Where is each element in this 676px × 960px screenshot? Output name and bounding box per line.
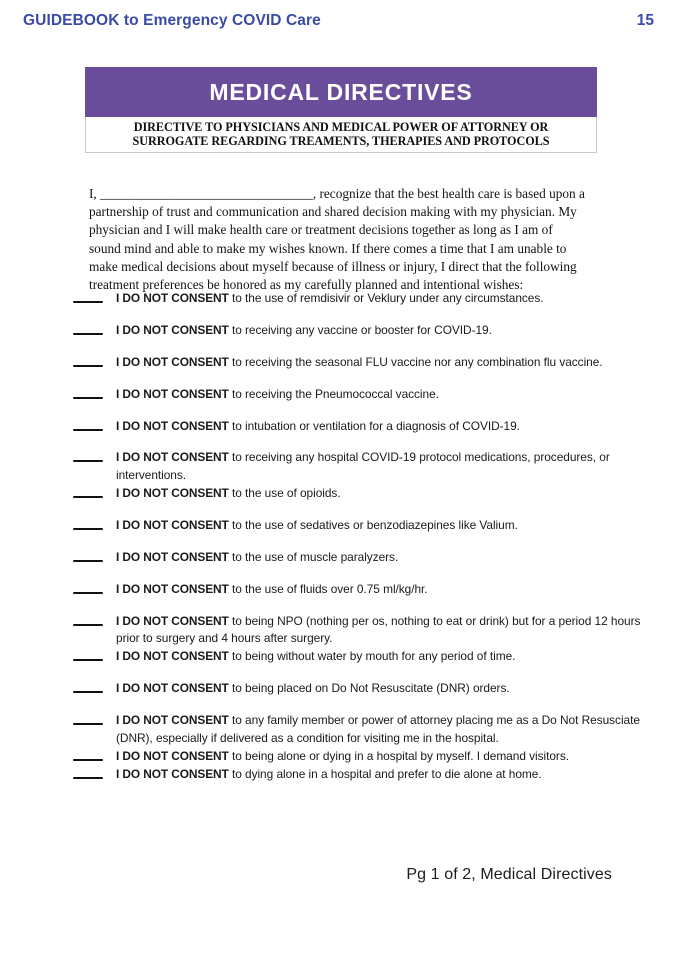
consent-body: to receiving the seasonal FLU vaccine nor any combination flu vaccine. [228,354,603,369]
signature-line-icon[interactable] [73,659,103,661]
consent-item[interactable] [0,581,676,598]
form-subtitle: DIRECTIVE TO PHYSICIANS AND MEDICAL POWER OF ATTORNEY OR SURROGATE REGARDING TREAMENTS, THERAPIES AND PROTOCOLS [132,120,550,149]
consent-item[interactable] [0,712,676,747]
consent-body: to the use of opioids. [228,486,341,501]
consent-item-text [116,748,656,765]
signature-line-icon[interactable] [73,301,103,303]
signature-line-icon[interactable] [73,365,103,367]
consent-lead: I DO NOT CONSENT [116,681,229,696]
signature-line-icon[interactable] [73,777,103,779]
consent-item[interactable] [0,354,676,371]
form-title: MEDICAL DIRECTIVES [209,78,473,105]
consent-item-text [116,517,656,534]
consent-item[interactable] [0,549,676,566]
consent-item[interactable] [0,485,676,502]
consent-lead: I DO NOT CONSENT [116,486,229,501]
consent-item-list [0,290,676,795]
consent-body: to the use of sedatives or benzodiazepines like Valium. [228,518,518,532]
consent-item[interactable] [0,517,676,534]
signature-line-icon[interactable] [73,560,103,562]
page-number: 15 [636,12,654,29]
consent-body: to any family member or power of attorney placing me as a Do Not Resusciate (DNR), especially if delivered as a condition for visiting me in the hospital. [116,713,640,745]
consent-item-text [116,648,656,665]
consent-item[interactable] [0,322,676,339]
consent-item-text [116,322,656,339]
consent-item-text [116,290,656,307]
consent-lead: I DO NOT CONSENT [116,386,229,401]
form-title-banner [85,67,597,117]
consent-body: to the use of muscle paralyzers. [228,549,399,564]
consent-item-text [116,386,656,403]
form-subtitle-box [85,117,597,153]
consent-item-text [116,418,656,435]
consent-body: to dying alone in a hospital and prefer to die alone at home. [228,767,542,782]
consent-lead: I DO NOT CONSENT [116,549,229,564]
consent-item[interactable] [0,648,676,665]
consent-item[interactable] [0,386,676,403]
consent-lead: I DO NOT CONSENT [116,418,229,433]
consent-lead: I DO NOT CONSENT [116,767,229,782]
consent-item[interactable] [0,613,676,648]
consent-lead: I DO NOT CONSENT [116,748,229,763]
signature-line-icon[interactable] [73,528,103,530]
consent-body: to intubation or ventilation for a diagnosis of COVID-19. [228,418,520,433]
consent-body: to being placed on Do Not Resuscitate (DNR) orders. [228,681,510,696]
consent-lead: I DO NOT CONSENT [116,649,229,664]
signature-line-icon[interactable] [73,759,103,761]
consent-body: to the use of remdisivir or Veklury under any circumstances. [228,291,544,305]
consent-item-text [116,712,656,747]
consent-body: to receiving any vaccine or booster for COVID-19. [228,322,492,337]
signature-line-icon[interactable] [73,624,103,626]
consent-item-text [116,354,656,371]
consent-item[interactable] [0,748,676,765]
consent-lead: I DO NOT CONSENT [116,450,229,465]
form-footer [0,866,676,884]
consent-body: to receiving the Pneumococcal vaccine. [228,386,439,401]
signature-line-icon[interactable] [73,592,103,594]
consent-item-text [116,581,656,598]
form-intro-paragraph: I, ________________________________, recognize that the best health care is based upon a partnership of trust and communication and shared decision making with my physician. My physician and I will make health care or treatment decisions together as long as I am of sound mind and able to make my wishes known. If there comes a time that I am unable to make medical decisions about myself because of illness or injury, I direct that the following treatment preferences be honored as my carefully planned and intentional wishes: [89,186,585,293]
consent-lead: I DO NOT CONSENT [116,291,229,305]
consent-item-text [116,449,656,484]
form-intro-block [89,185,585,294]
consent-body: to being NPO (nothing per os, nothing to eat or drink) but for a period 12 hours prior to surgery and 4 hours after surgery. [116,613,641,645]
signature-line-icon[interactable] [73,460,103,462]
signature-line-icon[interactable] [73,496,103,498]
signature-line-icon[interactable] [73,691,103,693]
consent-item[interactable] [0,680,676,697]
consent-item-text [116,766,656,783]
signature-line-icon[interactable] [73,397,103,399]
consent-item[interactable] [0,449,676,484]
signature-line-icon[interactable] [73,333,103,335]
consent-item-text [116,549,656,566]
consent-item-text [116,613,656,648]
consent-lead: I DO NOT CONSENT [116,518,229,532]
consent-lead: I DO NOT CONSENT [116,713,229,728]
form-footer-label: Pg 1 of 2, Medical Directives [406,866,612,883]
guidebook-title: GUIDEBOOK to Emergency COVID Care [23,12,321,29]
consent-item-text [116,680,656,697]
consent-lead: I DO NOT CONSENT [116,322,229,337]
consent-lead: I DO NOT CONSENT [116,354,229,369]
consent-item-text [116,485,656,502]
consent-body: to being without water by mouth for any period of time. [228,649,516,664]
signature-line-icon[interactable] [73,723,103,725]
consent-body: to the use of fluids over 0.75 ml/kg/hr. [228,581,428,596]
signature-line-icon[interactable] [73,429,103,431]
consent-item[interactable] [0,766,676,783]
consent-lead: I DO NOT CONSENT [116,581,229,596]
page-running-header [0,0,676,42]
consent-lead: I DO NOT CONSENT [116,613,229,628]
consent-item[interactable] [0,290,676,307]
consent-body: to being alone or dying in a hospital by myself. I demand visitors. [228,748,569,763]
consent-body: to receiving any hospital COVID-19 protocol medications, procedures, or interventions. [116,450,610,482]
consent-item[interactable] [0,418,676,435]
